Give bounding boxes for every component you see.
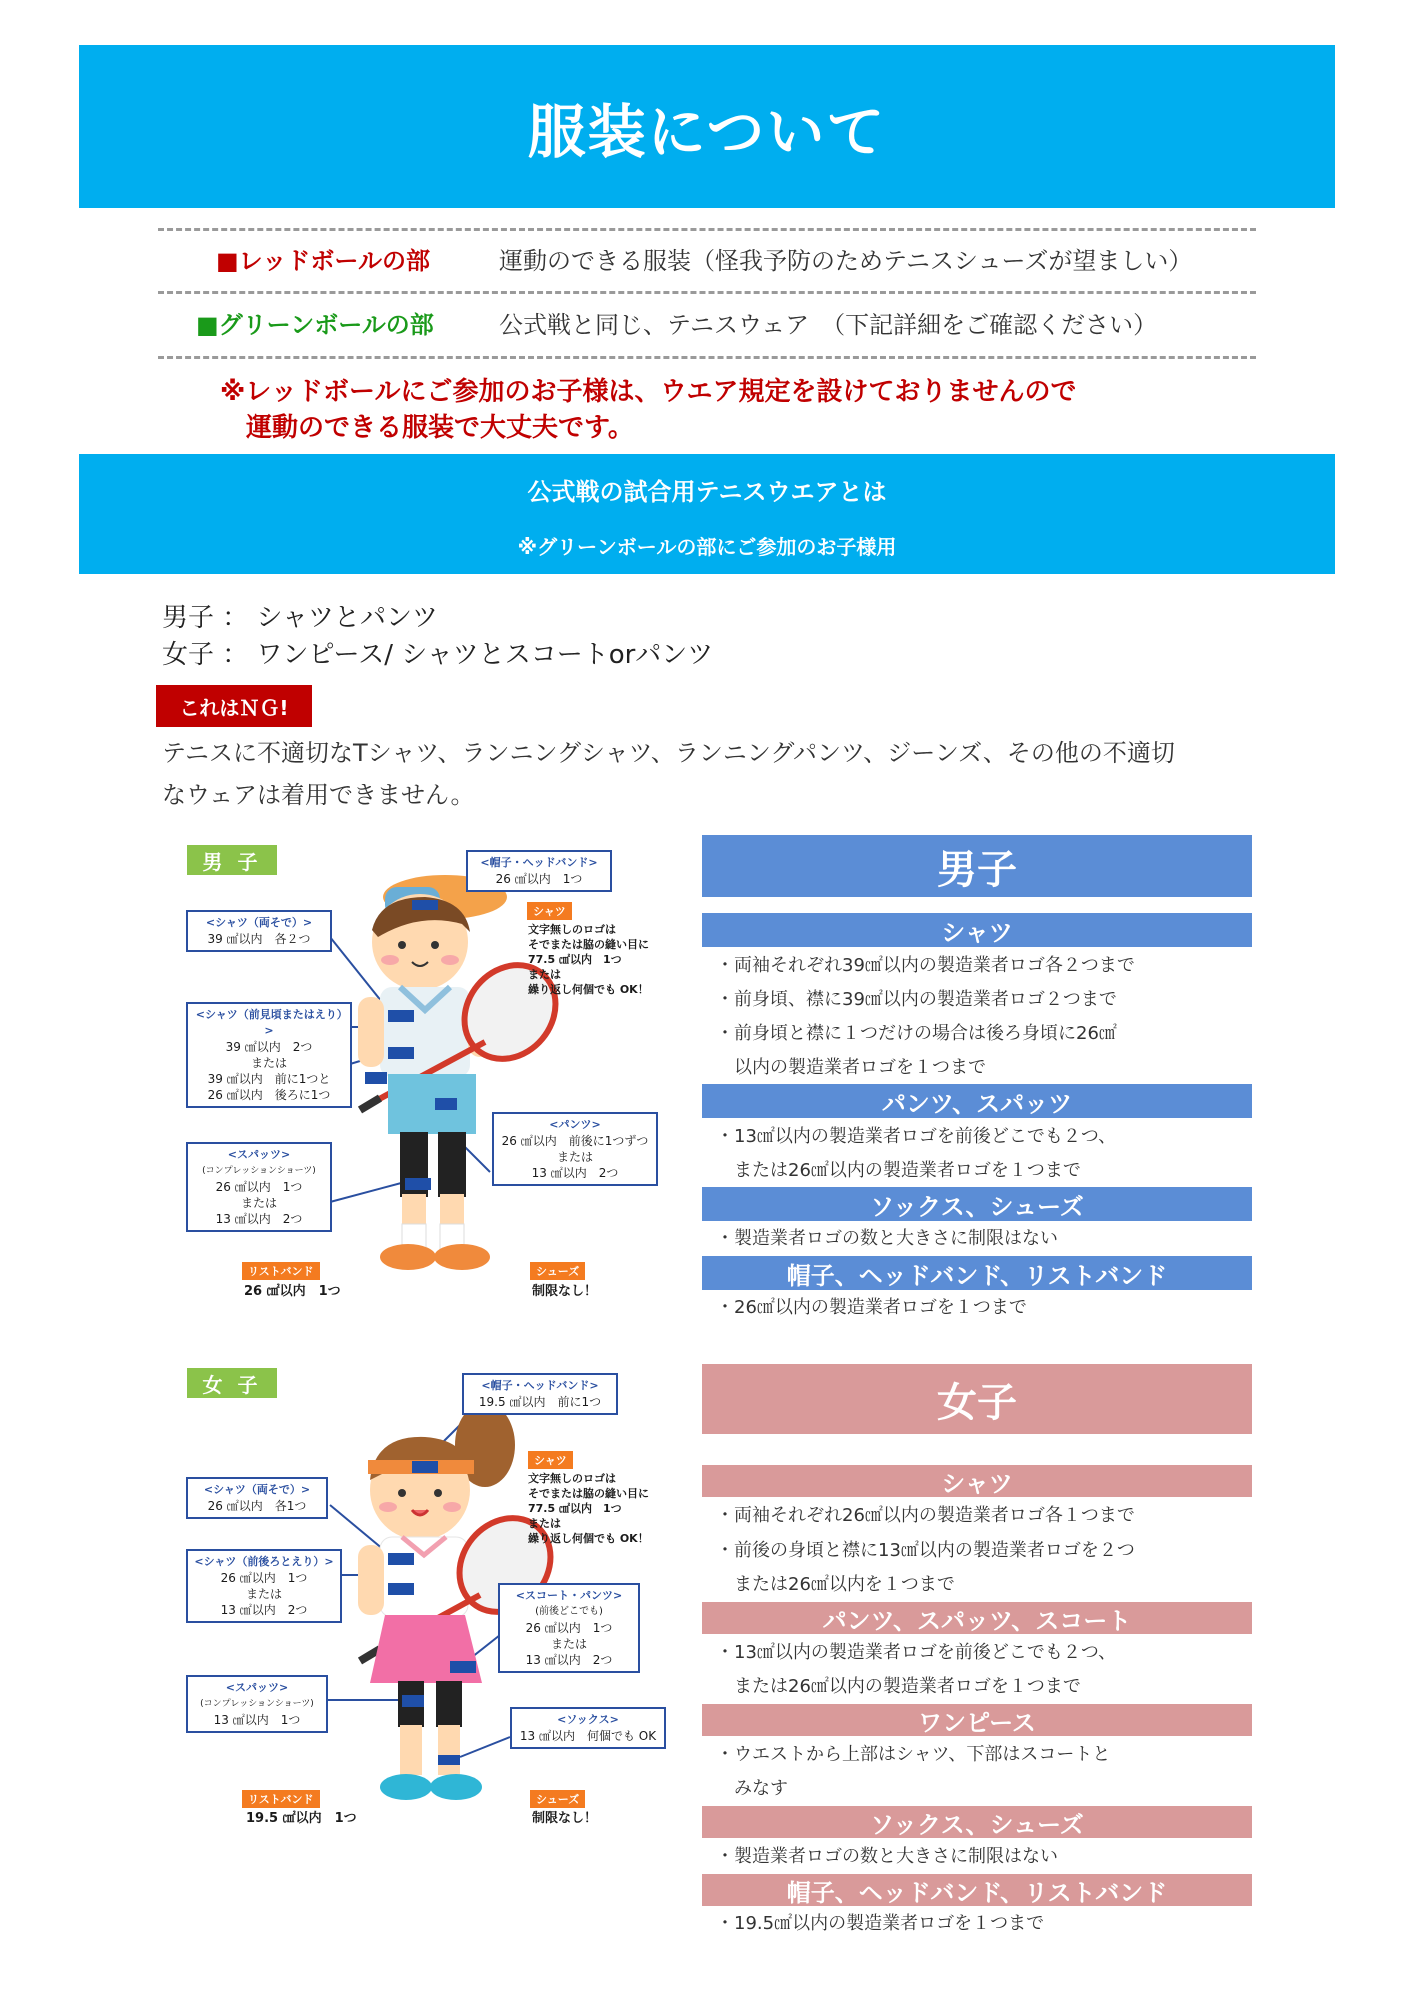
boys-shirt-tag: シャツ — [527, 902, 572, 920]
girls-section-shirt: シャツ — [702, 1465, 1252, 1497]
callout-value: 26 ㎠以内 1つ — [525, 1621, 613, 1635]
callout-value: 26 ㎠以内 1つ — [220, 1571, 308, 1585]
girls-panel — [702, 1364, 1252, 1944]
girls-skirt-callout — [498, 1583, 640, 1673]
rule-line: ・両袖それぞれ26㎠以内の製造業者ロゴ各１つまで — [716, 1505, 1135, 1526]
callout-heading: <シャツ（両そで）> — [203, 1483, 311, 1496]
note-line: 繰り返し何個でも OK！ — [528, 983, 649, 996]
note-line: 77.5 ㎠以内 1つ — [528, 953, 622, 966]
callout-sub: (コンプレッションショーツ) — [202, 1166, 316, 1176]
callout-value: 13 ㎠以内 何個でも OK — [519, 1729, 657, 1743]
rule-line: ・13㎠以内の製造業者ロゴを前後どこでも２つ、 — [716, 1642, 1117, 1663]
note-line: 文字無しのロゴは — [528, 923, 616, 936]
callout-heading: <スパッツ> — [227, 1148, 291, 1161]
note-line: または — [528, 1517, 561, 1530]
rule-line: ・ウエストから上部はシャツ、下部はスコートと — [716, 1744, 1111, 1765]
girls-tag: 女 子 — [187, 1368, 277, 1398]
wear-girls: 女子 ： ワンピース/ シャツとスコートorパンツ — [162, 640, 714, 670]
boys-panel-title: 男子 — [702, 835, 1252, 897]
red-ball-desc: 運動のできる服装（怪我予防のためテニスシューズが望ましい） — [499, 247, 1193, 275]
callout-heading: <帽子・ヘッドバンド> — [481, 1379, 599, 1392]
callout-or: または — [250, 1056, 287, 1070]
callout-or: または — [240, 1196, 277, 1210]
note-line: そでまたは脇の縫い目に — [528, 1487, 649, 1500]
ng-badge: これはＮＧ! — [156, 685, 312, 727]
callout-value: 13 ㎠以内 2つ — [531, 1166, 619, 1180]
rule-line: または26㎠以内の製造業者ロゴを１つまで — [716, 1160, 1081, 1181]
ng-text — [162, 732, 1272, 816]
official-wear-note: ※グリーンボールの部にご参加のお子様用 — [517, 535, 897, 559]
callout-heading: <パンツ> — [549, 1118, 601, 1131]
boys-shoes-value: 制限なし！ — [532, 1284, 598, 1299]
girls-wrist-value: 19.5 ㎠以内 1つ — [246, 1811, 357, 1826]
callout-value: 39 ㎠以内 前に1つと — [207, 1072, 331, 1086]
callout-sub: (コンプレッションショーツ) — [200, 1699, 314, 1709]
boys-front-callout — [186, 1002, 352, 1108]
callout-value: 13 ㎠以内 2つ — [525, 1653, 613, 1667]
boys-section-socks: ソックス、シューズ — [702, 1187, 1252, 1221]
notice-line-2: 運動のできる服装で大丈夫です。 — [246, 413, 634, 443]
callout-value: 13 ㎠以内 2つ — [220, 1603, 308, 1617]
rule-line: 以内の製造業者ロゴを１つまで — [716, 1057, 986, 1078]
notice-line-1: ※レッドボールにご参加のお子様は、ウエア規定を設けておりませんので — [220, 377, 1077, 407]
boys-tag: 男 子 — [187, 845, 277, 875]
rule-line: ・製造業者ロゴの数と大きさに制限はない — [716, 1846, 1058, 1867]
callout-value: 19.5 ㎠以内 前に1つ — [478, 1395, 602, 1409]
rule-line: ・前後の身頃と襟に13㎠以内の製造業者ロゴを２つ — [716, 1540, 1135, 1561]
official-wear-header — [79, 454, 1335, 574]
girls-section-headwear: 帽子、ヘッドバンド、リストバンド — [702, 1874, 1252, 1906]
rule-line: ・前身頃、襟に39㎠以内の製造業者ロゴ２つまで — [716, 989, 1117, 1010]
girls-spats-callout — [186, 1675, 328, 1733]
callout-sub: (前後どこでも) — [535, 1606, 603, 1617]
callout-heading: <スパッツ> — [225, 1681, 289, 1694]
boys-section-pants: パンツ、スパッツ — [702, 1084, 1252, 1118]
callout-heading: <シャツ（前見頃またはえり）> — [195, 1008, 343, 1037]
boys-wrist-tag: リストバンド — [242, 1262, 320, 1280]
callout-heading: <スコート・パンツ> — [515, 1589, 623, 1602]
callout-heading: <帽子・ヘッドバンド> — [480, 856, 598, 869]
green-ball-desc: 公式戦と同じ、テニスウェア （下記詳細をご確認ください） — [499, 311, 1158, 339]
girls-section-pants: パンツ、スパッツ、スコート — [702, 1602, 1252, 1634]
boys-cap-callout — [466, 850, 612, 892]
callout-or: または — [550, 1637, 587, 1651]
boys-shirt-note — [528, 922, 649, 997]
rule-line: または26㎠以内を１つまで — [716, 1574, 955, 1595]
boys-shoes-tag: シューズ — [530, 1262, 585, 1280]
rule-line: ・製造業者ロゴの数と大きさに制限はない — [716, 1228, 1058, 1249]
page-title: 服装について — [79, 45, 1335, 208]
girls-sleeve-callout — [186, 1477, 328, 1519]
red-ball-label: ■レッドボールの部 — [216, 247, 430, 275]
girls-front-callout — [186, 1549, 342, 1623]
boys-panel — [702, 835, 1252, 1335]
rule-line: ・26㎠以内の製造業者ロゴを１つまで — [716, 1297, 1027, 1318]
note-line: または — [528, 968, 561, 981]
wear-boys: 男子 ： シャツとパンツ — [162, 603, 439, 633]
callout-or: または — [245, 1587, 282, 1601]
callout-value: 13 ㎠以内 1つ — [213, 1713, 301, 1727]
callout-or: または — [556, 1150, 593, 1164]
note-line: 文字無しのロゴは — [528, 1472, 616, 1485]
rule-line: みなす — [716, 1778, 788, 1799]
girls-section-onepiece: ワンピース — [702, 1704, 1252, 1736]
girls-shoes-value: 制限なし！ — [532, 1811, 598, 1826]
boys-wrist-value: 26 ㎠以内 1つ — [244, 1284, 341, 1299]
ng-text-line-2: なウェアは着用できません。 — [162, 781, 475, 809]
girls-shoes-tag: シューズ — [530, 1790, 585, 1808]
divider — [158, 291, 1256, 294]
girls-shirt-tag: シャツ — [528, 1451, 573, 1469]
divider — [158, 228, 1256, 231]
girls-shirt-note — [528, 1471, 649, 1546]
rule-line: ・両袖それぞれ39㎠以内の製造業者ロゴ各２つまで — [716, 955, 1135, 976]
boys-pants-callout — [492, 1112, 658, 1186]
rule-line: ・13㎠以内の製造業者ロゴを前後どこでも２つ、 — [716, 1126, 1117, 1147]
note-line: そでまたは脇の縫い目に — [528, 938, 649, 951]
official-wear-title: 公式戦の試合用テニスウエアとは — [527, 478, 887, 506]
boys-sleeve-callout — [186, 910, 332, 952]
rule-line: ・前身頃と襟に１つだけの場合は後ろ身頃に26㎠ — [716, 1023, 1117, 1044]
boys-section-shirt: シャツ — [702, 913, 1252, 947]
girls-illustration — [180, 1365, 680, 1845]
girls-socks-callout — [510, 1707, 666, 1749]
red-ball-notice — [220, 374, 1077, 446]
boys-illustration — [180, 842, 680, 1322]
callout-heading: <シャツ（両そで）> — [205, 916, 313, 929]
callout-value: 39 ㎠以内 各２つ — [207, 932, 311, 946]
callout-value: 13 ㎠以内 2つ — [215, 1212, 303, 1226]
girls-wrist-tag: リストバンド — [242, 1790, 320, 1808]
rule-line: または26㎠以内の製造業者ロゴを１つまで — [716, 1676, 1081, 1697]
callout-heading: <ソックス> — [557, 1713, 619, 1726]
callout-value: 26 ㎠以内 前後に1つずつ — [501, 1134, 649, 1148]
green-ball-label: ■グリーンボールの部 — [196, 311, 434, 339]
boys-spats-callout — [186, 1142, 332, 1232]
girls-section-socks: ソックス、シューズ — [702, 1806, 1252, 1838]
note-line: 繰り返し何個でも OK！ — [528, 1532, 649, 1545]
callout-value: 26 ㎠以内 1つ — [215, 1180, 303, 1194]
rule-line: ・19.5㎠以内の製造業者ロゴを１つまで — [716, 1913, 1045, 1934]
divider — [158, 356, 1256, 359]
note-line: 77.5 ㎠以内 1つ — [528, 1502, 622, 1515]
girls-panel-title: 女子 — [702, 1364, 1252, 1434]
boys-section-headwear: 帽子、ヘッドバンド、リストバンド — [702, 1256, 1252, 1290]
callout-value: 26 ㎠以内 1つ — [495, 872, 583, 886]
girls-cap-callout — [462, 1373, 618, 1415]
callout-value: 26 ㎠以内 各1つ — [207, 1499, 307, 1513]
callout-heading: <シャツ（前後ろとえり）> — [194, 1555, 334, 1568]
ng-text-line-1: テニスに不適切なTシャツ、ランニングシャツ、ランニングパンツ、ジーンズ、その他の不適切 — [162, 739, 1175, 767]
callout-value: 39 ㎠以内 2つ — [225, 1040, 313, 1054]
callout-value: 26 ㎠以内 後ろに1つ — [207, 1088, 331, 1102]
